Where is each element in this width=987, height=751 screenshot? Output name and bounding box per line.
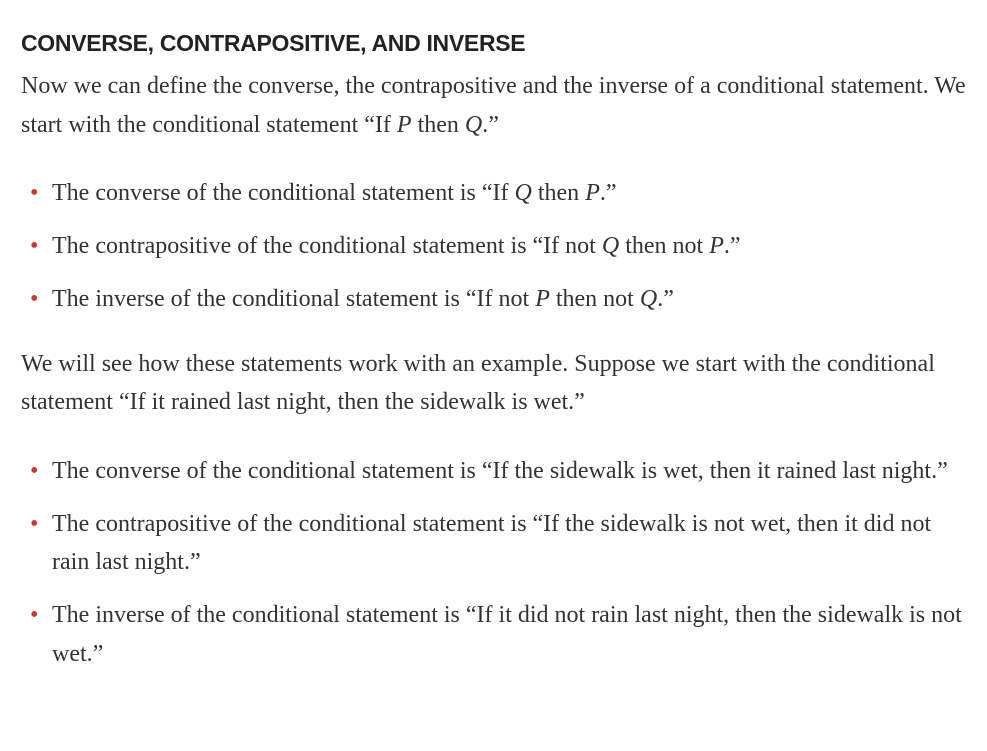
definition-list [21,174,971,319]
bullet-icon: • [30,510,39,537]
intro-text: Now we can define the converse, the contrapositive and the inverse of a conditional statement. We start with the conditional statement “If [21,73,966,138]
list-item-example-inverse: • The inverse of the conditional statement is “If it did not rain last night, then the sidewalk is not wet.” [21,596,971,673]
intro-text: .” [482,111,499,138]
example-list [21,452,971,674]
list-item-example-converse: • The converse of the conditional statement is “If the sidewalk is wet, then it rained last night.” [21,452,971,491]
intro-text: then [411,111,465,138]
example-paragraph: We will see how these statements work with an example. Suppose we start with the conditional statement “If it rained last night, then the sidewalk is wet.” [21,350,935,415]
variable-q: Q [464,111,483,138]
bullet-icon: • [30,602,39,628]
intro-paragraph [21,67,971,144]
list-item-inverse: • The inverse of the conditional statement is “If not P then not Q.” [21,280,971,319]
article-content [21,0,971,688]
list-item-example-contrapositive: • The contrapositive of the conditional statement is “If the sidewalk is not wet, then it did not rain last night.” [21,505,971,582]
list-item-converse: • The converse of the conditional statement is “If Q then P.” [21,174,971,213]
list-item-contrapositive: • The contrapositive of the conditional statement is “If not Q then not P.” [21,227,971,266]
section-heading: CONVERSE, CONTRAPOSITIVE, AND INVERSE [21,30,526,56]
bullet-icon: • [30,180,39,206]
bullet-icon: • [30,286,39,312]
variable-p: P [396,111,412,138]
bullet-icon: • [30,233,39,259]
bullet-icon: • [30,457,39,484]
